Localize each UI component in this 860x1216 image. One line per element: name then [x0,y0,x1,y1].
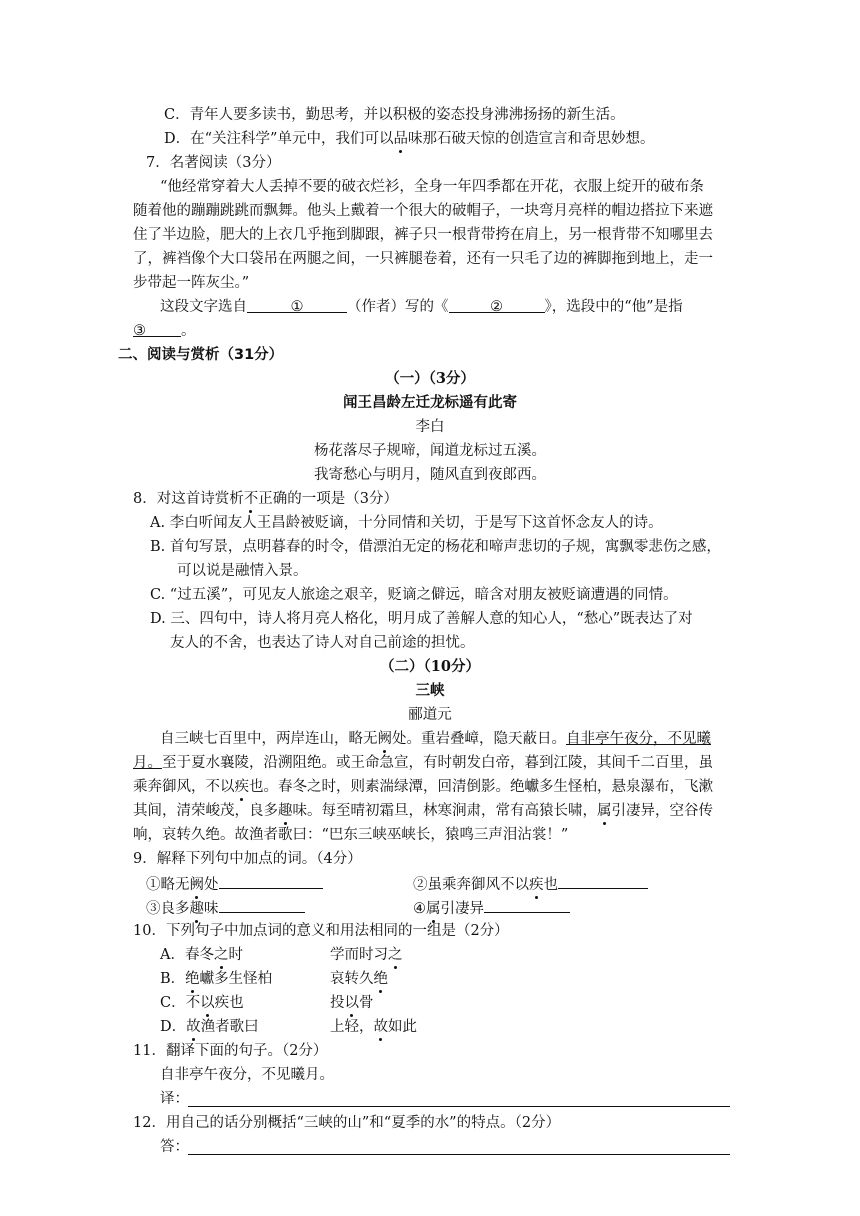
prose-line: 响，哀转久绝。故渔者歌曰：“巴东三峡巫峡长，猿鸣三声泪沾裳！” [133,827,569,843]
prose-title: 三峡 [415,683,445,699]
q10-option-a-right: 学而时习之 [330,944,403,966]
q9-item-1: ①略无阙处 [146,872,323,896]
q8-option-b-cont: 可以说是融情入景。 [177,563,308,579]
prose-line: 乘奔御风，不以疾也。春冬之时，则素湍绿潭，回清倒影。绝巘多生怪柏，悬泉瀑布，飞漱 [133,776,713,798]
poem-line: 我寄愁心与明月，随风直到夜郎西。 [314,467,546,483]
q7-blank-book[interactable]: ② [449,296,545,313]
q6-option-d: D．在“关注科学”单元中，我们可以品味那石破天惊的创造宣言和奇思妙想。 [164,128,654,150]
q10-option-d-left: D．故渔者歌曰 [160,1016,259,1038]
q11-title: 11．翻译下面的句子。（2分） [133,1043,328,1059]
q10-option-c-right: 投以骨 [330,992,374,1014]
q8-option-d: D. 三、四句中，诗人将月亮人格化，明月成了善解人意的知心人，“愁心”既表达了对 [150,611,693,627]
q7-passage-line: “他经常穿着大人丢掉不要的破衣烂衫，全身一年四季都在开花，衣服上绽开的破布条 [160,179,704,195]
q8-option-a: A. 李白听闻友人王昌龄被贬谪，十分同情和关切，于是写下这首怀念友人的诗。 [150,515,663,531]
q9-answer-blank[interactable] [558,872,648,889]
prose-author: 郦道元 [408,707,452,723]
q7-blank-author[interactable]: ① [247,296,347,313]
q10-option-d-right: 上轻，故如此 [330,1016,417,1038]
q12-title: 12．用自己的话分别概括“三峡的山”和“夏季的水”的特点。（2分） [133,1115,561,1131]
q7-passage-line: 步带起一阵灰尘。” [133,275,250,291]
poem-title: 闻王昌龄左迁龙标遥有此寄 [343,395,517,411]
prose-line: 其间，清荣峻茂，良多趣味。每至晴初霜旦，林寒涧肃，常有高猿长啸，属引凄异，空谷传 [133,800,713,822]
underlined-sentence: 自非亭午夜分，不见曦 [566,731,711,747]
q7-passage-line: 随着他的蹦蹦跳跳而飘舞。他头上戴着一个很大的破帽子，一块弯月亮样的帽边搭拉下来遮 [133,203,713,219]
q10-option-b-left: B．绝巘多生怪柏 [160,968,272,990]
q7-question-cont: ③ 。 [133,320,196,342]
poem-part-label: （一）（3分） [385,370,475,387]
q6-option-c: C．青年人要多读书，勤思考，并以积极的姿态投身沸沸扬扬的新生活。 [164,107,625,123]
q10-option-a-left: A．春冬之时 [160,944,243,966]
q7-passage-line: 住了半边脸，肥大的上衣几乎拖到脚跟，裤子只一根背带挎在肩上，另一根背带不知哪里去 [133,227,713,243]
q11-sentence: 自非亭午夜分，不见曦月。 [160,1067,334,1083]
q10-title: 10．下列句子中加点词的意义和用法相同的一组是（2分） [133,923,509,939]
q9-answer-blank[interactable] [484,896,570,913]
q10-option-c-left: C．不以疾也 [160,992,244,1014]
q11-answer-label: 译： [160,1091,189,1107]
q7-passage-line: 了，裤裆像个大口袋吊在两腿之间，一只裤腿卷着，还有一只毛了边的裤脚拖到地上，走一 [133,251,713,267]
q7-title: 7．名著阅读（3分） [146,155,281,171]
q12-answer-line[interactable] [188,1154,730,1155]
poem-line: 杨花落尽子规啼，闻道龙标过五溪。 [314,443,546,459]
q8-option-c: C. “过五溪”，可见友人旅途之艰辛，贬谪之僻远，暗含对朋友被贬谪遭遇的同情。 [150,587,678,603]
q10-option-b-right: 哀转久绝 [330,968,388,990]
prose-part-label: （二）（10分） [380,658,480,675]
q9-title: 9．解释下列句中加点的词。（4分） [133,851,362,867]
q12-answer-label: 答： [160,1139,189,1155]
underlined-sentence: 月。 [133,755,162,771]
q8-stem: 8．对这首诗赏析不正确的一项是（3分） [133,488,398,510]
q9-item-4: ④属引凄异 [413,896,570,920]
q8-option-d-cont: 友人的不舍，也表达了诗人对自己前途的担忧。 [170,635,475,651]
q9-answer-blank[interactable] [219,896,305,913]
q7-blank-who[interactable]: ③ [133,320,181,337]
q9-item-2: ②虽乘奔御风不以疾也 [413,872,648,896]
poem-author: 李白 [415,419,445,435]
q11-answer-line[interactable] [188,1106,730,1107]
q9-answer-blank[interactable] [219,872,323,889]
section-heading: 二、阅读与赏析（31分） [118,347,284,363]
prose-line: 月。至于夏水襄陵，沿溯阻绝。或王命急宣，有时朝发白帝，暮到江陵，其间千二百里，虽 [133,755,713,771]
q9-item-3: ③良多趣味 [146,896,305,920]
q7-question: 这段文字选自 ① （作者）写的《 ② 》，选段中的“他”是指 [160,296,683,318]
q8-option-b: B. 首句写景，点明暮春的时令，借漂泊无定的杨花和啼声悲切的子规，寓飘零悲伤之感， [150,539,721,555]
prose-line: 自三峡七百里中，两岸连山，略无阙处。重岩叠嶂，隐天蔽日。自非亭午夜分，不见曦 [160,728,711,750]
